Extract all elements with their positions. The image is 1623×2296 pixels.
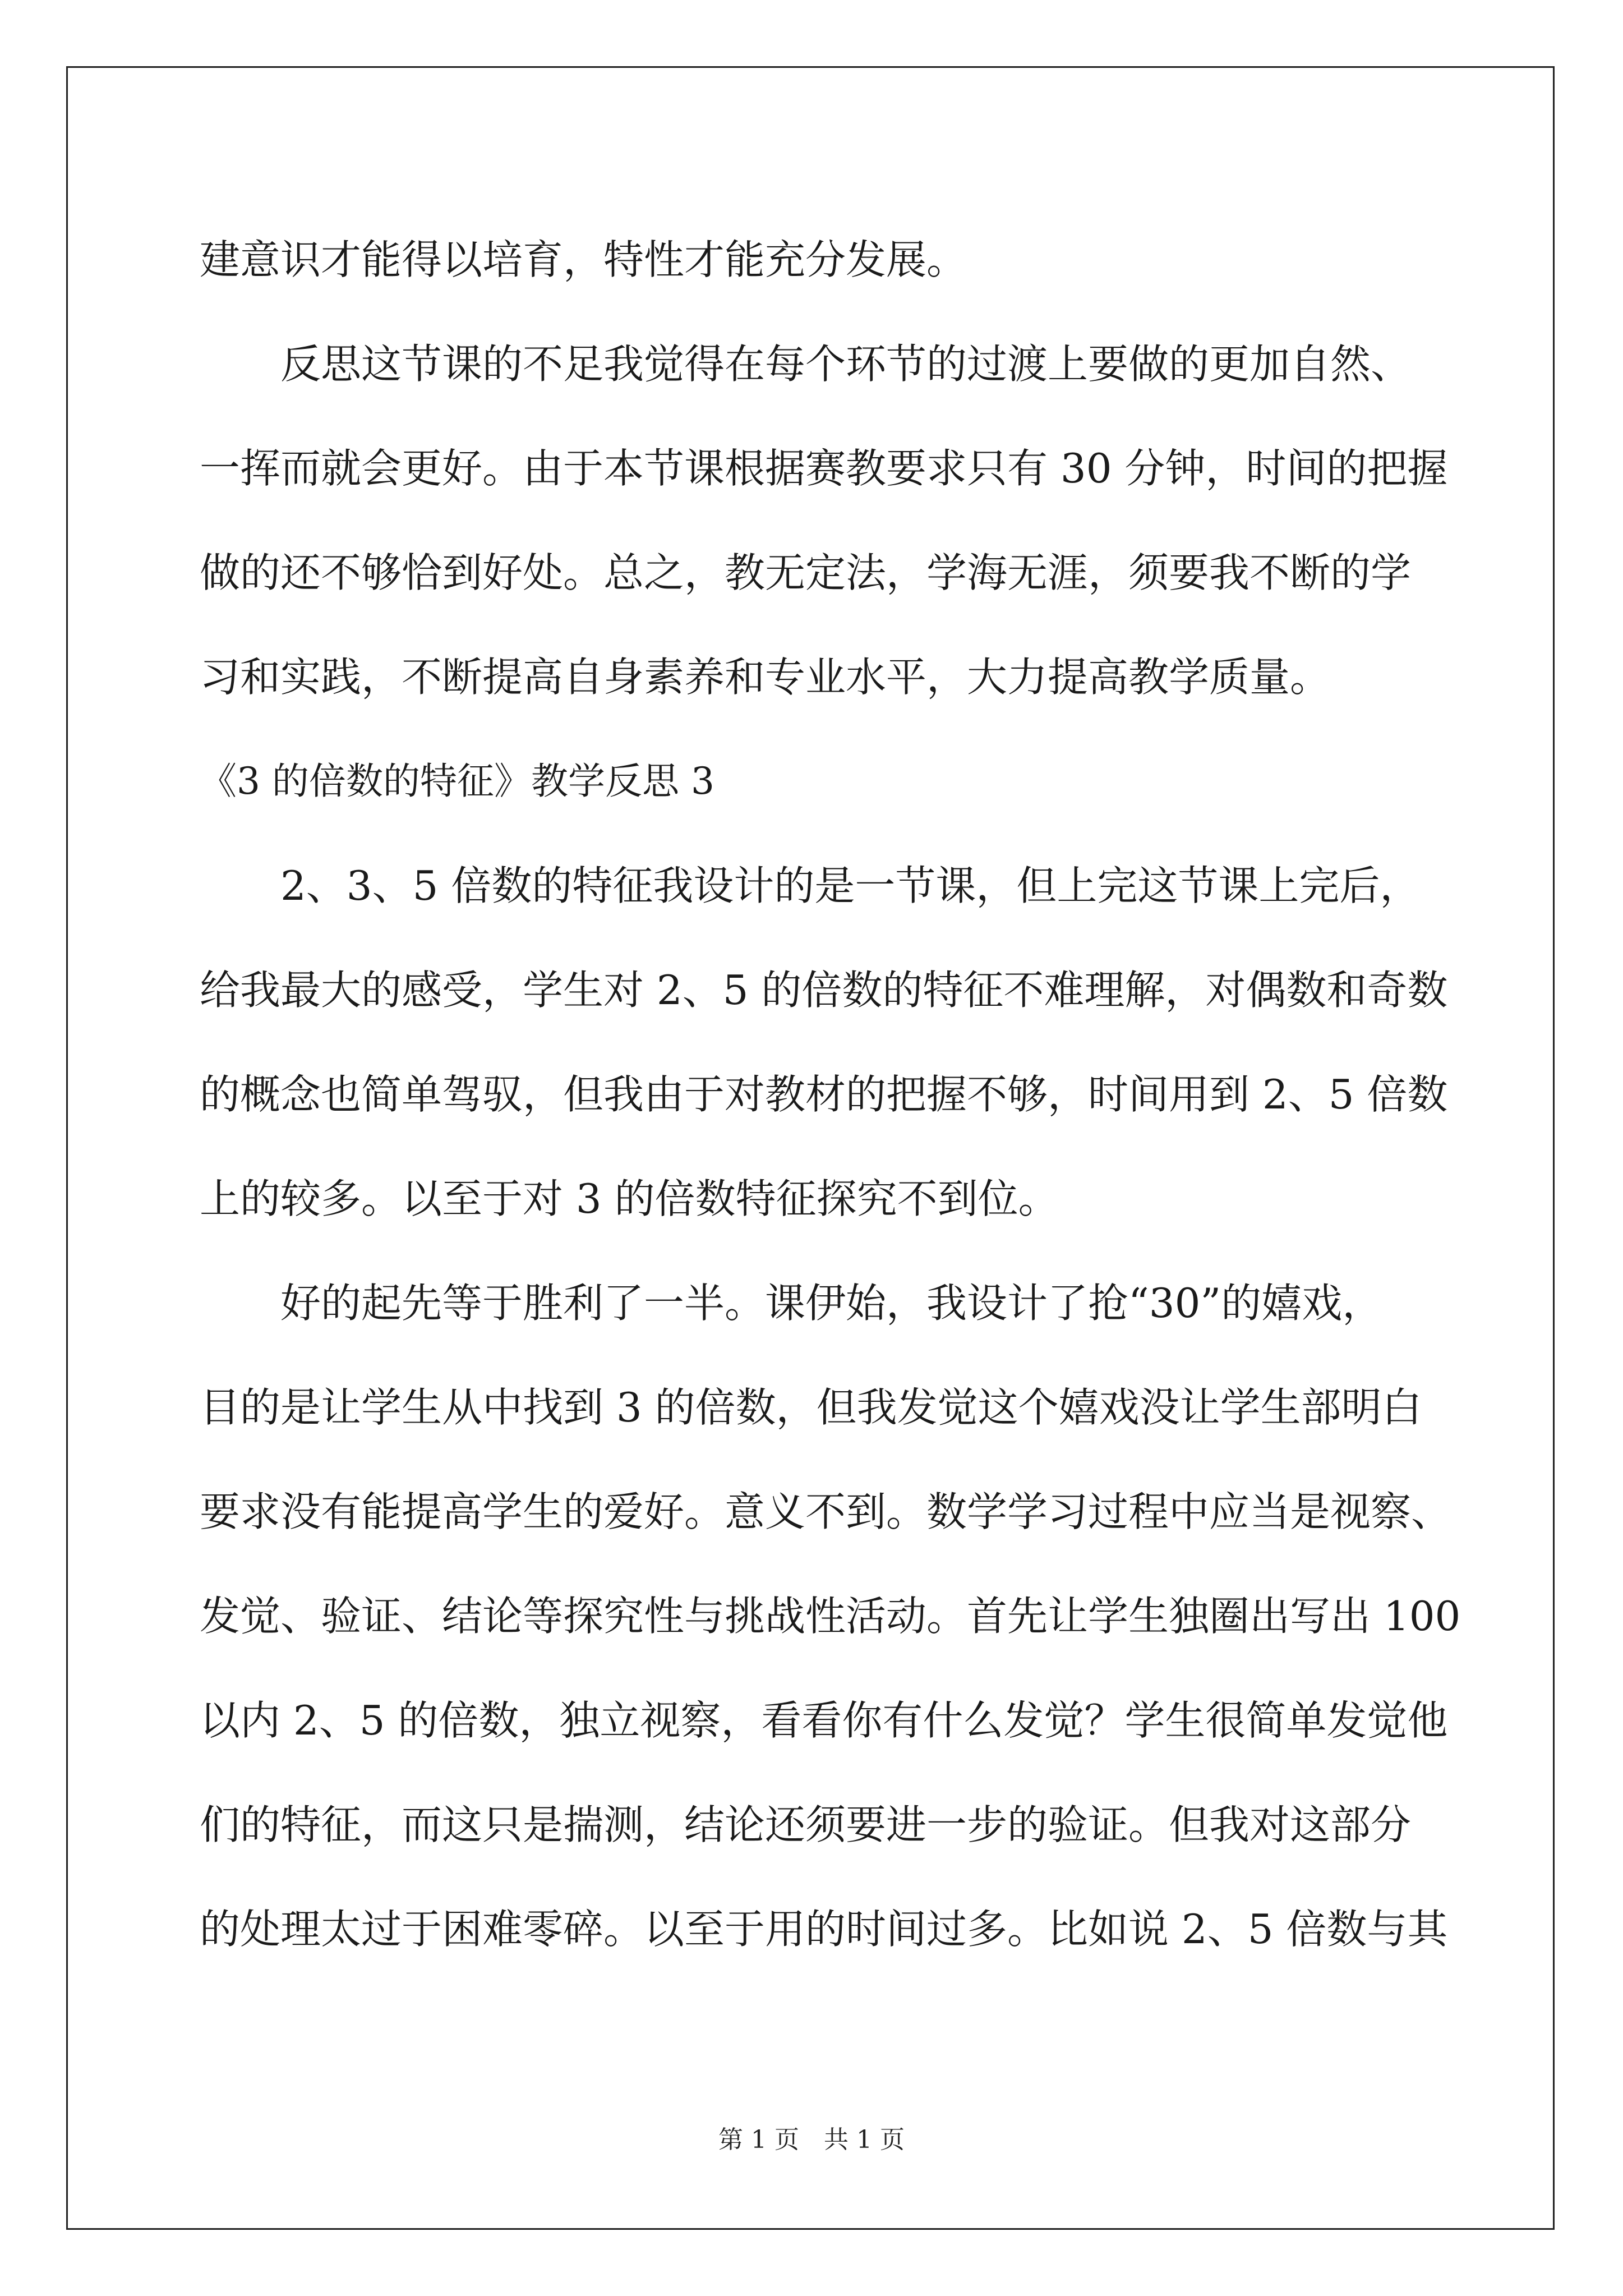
text-line: 一挥而就会更好。由于本节课根据赛教要求只有 30 分钟，时间的把握 (200, 445, 1448, 492)
text-line: 发觉、验证、结论等探究性与挑战性活动。首先让学生独圈出写出 100 (200, 1593, 1461, 1640)
text-line: 的概念也简单驾驭，但我由于对教材的把握不够，时间用到 2、5 倍数 (200, 1071, 1448, 1118)
text-line: 反思这节课的不足我觉得在每个环节的过渡上要做的更加自然、 (280, 341, 1412, 388)
text-line: 做的还不够恰到好处。总之，教无定法，学海无涯，须要我不断的学 (200, 549, 1412, 596)
text-line: 要求没有能提高学生的爱好。意义不到。数学学习过程中应当是视察、 (200, 1488, 1452, 1535)
page-footer: 第 1 页 共 1 页 (718, 2125, 905, 2154)
document-body (200, 208, 1461, 1981)
text-line: 以内 2、5 的倍数，独立视察，看看你有什么发觉？学生很简单发觉他 (200, 1697, 1448, 1744)
section-heading: 《3 的倍数的特征》教学反思 3 (200, 760, 714, 803)
text-line: 建意识才能得以培育，特性才能充分发展。 (200, 236, 967, 283)
text-line: 2、3、5 倍数的特征我设计的是一节课，但上完这节课上完后， (280, 862, 1421, 909)
text-line: 们的特征，而这只是揣测，结论还须要进一步的验证。但我对这部分 (200, 1801, 1412, 1848)
text-line: 给我最大的感受，学生对 2、5 的倍数的特征不难理解，对偶数和奇数 (200, 967, 1448, 1014)
text-line: 的处理太过于困难零碎。以至于用的时间过多。比如说 2、5 倍数与其 (200, 1906, 1448, 1953)
text-line: 习和实践，不断提高自身素养和专业水平，大力提高教学质量。 (200, 654, 1331, 701)
text-line: 目的是让学生从中找到 3 的倍数，但我发觉这个嬉戏没让学生部明白 (200, 1384, 1422, 1431)
text-line: 上的较多。以至于对 3 的倍数特征探究不到位。 (200, 1175, 1059, 1222)
text-line: 好的起先等于胜利了一半。课伊始，我设计了抢“30”的嬉戏， (280, 1280, 1383, 1327)
